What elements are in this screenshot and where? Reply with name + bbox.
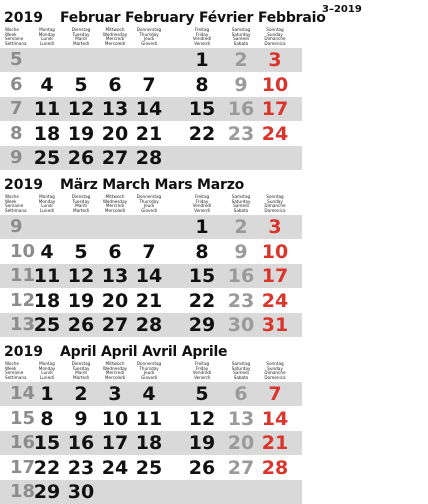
weekday-label-line: Friday — [195, 198, 209, 204]
day-cell: 18 — [33, 289, 61, 312]
weekday-label-line: Vendredi — [192, 203, 212, 209]
weekday-label — [64, 28, 98, 46]
week-row — [0, 122, 302, 146]
day-cell: 12 — [188, 407, 216, 430]
weekday-label-line: Venerdì — [194, 207, 210, 213]
weekday-label — [132, 362, 166, 380]
day-cell: 21 — [135, 122, 163, 145]
weekday-label — [98, 195, 132, 213]
weekday-label-line: Jeudi — [143, 36, 155, 42]
day-cell: 6 — [234, 383, 248, 405]
day-cell: 11 — [33, 98, 61, 120]
weekday-label-line: Martedì — [73, 40, 89, 46]
day-cell: 9 — [234, 73, 248, 96]
weekday-label-line: Wednesday — [102, 365, 128, 371]
day-cell: 26 — [67, 147, 95, 169]
weekday-label-line: Dimanche — [264, 36, 286, 42]
weekday-label-line: Montag — [39, 361, 55, 366]
year-label: 2019 — [4, 10, 43, 26]
day-cell: 8 — [195, 73, 209, 96]
day-cell: 12 — [67, 265, 95, 287]
day-cell: 15 — [188, 98, 216, 120]
weekday-label-line: Samstag — [231, 27, 251, 32]
weekday-label-line: Tuesday — [72, 198, 90, 204]
weekday-label-line: Domenica — [264, 207, 286, 213]
week-row — [0, 97, 302, 121]
day-cell: 26 — [188, 456, 216, 479]
weekday-label — [224, 362, 258, 380]
week-label-line: Woche — [5, 361, 19, 366]
day-cell: 2 — [234, 49, 248, 71]
week-label-line: Semaine — [5, 36, 24, 42]
week-row — [0, 431, 302, 455]
day-cell: 27 — [101, 147, 129, 169]
day-cell: 18 — [33, 122, 61, 145]
weekday-label-line: Jeudi — [143, 370, 155, 376]
week-label-line: Settimana — [5, 374, 27, 380]
day-cell: 13 — [101, 98, 129, 120]
month-title: April April Avril Aprile — [60, 344, 228, 360]
weekday-label-line: Mardi — [75, 203, 87, 209]
week-number: 12 — [10, 289, 36, 311]
weekday-label-line: Mardi — [75, 36, 87, 42]
weekday-label — [30, 362, 64, 380]
day-cell: 25 — [33, 314, 61, 336]
week-number: 10 — [10, 240, 36, 262]
day-cell: 19 — [67, 289, 95, 312]
weekday-label — [98, 362, 132, 380]
day-cell: 29 — [188, 314, 216, 336]
day-cell: 26 — [67, 314, 95, 336]
month-header — [0, 10, 326, 47]
day-cell: 16 — [227, 98, 255, 120]
weekday-label-line: Jeudi — [143, 203, 155, 209]
weekday-label-line: Sonntag — [266, 361, 284, 366]
weekday-label-line: Monday — [38, 31, 56, 37]
year-label: 2019 — [4, 344, 43, 360]
weekday-label-line: Vendredi — [192, 370, 212, 376]
day-cell: 28 — [261, 456, 289, 479]
day-cell: 21 — [135, 289, 163, 312]
day-cell: 20 — [227, 432, 255, 454]
day-cell: 7 — [142, 73, 156, 96]
day-cell: 28 — [135, 147, 163, 169]
weekday-label-line: Samstag — [231, 194, 251, 199]
weekday-label-line: Lundi — [41, 370, 53, 376]
weekday-label-line: Mercredi — [105, 370, 125, 376]
weekday-label-line: Mercoledì — [104, 40, 126, 46]
weekday-label-line: Mercoledì — [104, 207, 126, 213]
day-cell: 14 — [135, 98, 163, 120]
weekday-label-line: Giovedì — [141, 40, 157, 46]
day-cell: 6 — [108, 73, 122, 96]
week-label-line: Semaine — [5, 203, 24, 209]
week-row — [0, 480, 302, 504]
week-number: 9 — [10, 147, 23, 168]
day-cell: 23 — [227, 122, 255, 145]
weekday-label — [30, 28, 64, 46]
week-row — [0, 48, 302, 72]
weekday-label-line: Mittwoch — [105, 194, 125, 199]
week-number: 8 — [10, 122, 23, 144]
weekday-label — [185, 28, 219, 46]
weekday-label-line: Domenica — [264, 40, 286, 46]
day-cell: 6 — [108, 240, 122, 263]
week-label-line: Woche — [5, 27, 19, 32]
weekday-label — [224, 195, 258, 213]
day-cell: 11 — [33, 265, 61, 287]
day-cell: 25 — [135, 456, 163, 479]
day-cell: 1 — [40, 383, 54, 405]
weekday-label-line: Vendredi — [192, 36, 212, 42]
weekday-label-line: Mercoledì — [104, 374, 126, 380]
day-cell: 16 — [227, 265, 255, 287]
day-cell: 18 — [135, 432, 163, 454]
week-number: 5 — [10, 49, 23, 70]
day-cell: 4 — [142, 383, 156, 405]
day-cell: 8 — [195, 240, 209, 263]
weekday-label-line: Sonntag — [266, 27, 284, 32]
weekday-label — [64, 195, 98, 213]
weekday-label-line: Thursday — [139, 198, 159, 204]
weekday-label-line: Samstag — [231, 361, 251, 366]
weekday-label-line: Dienstag — [71, 361, 91, 366]
day-cell: 17 — [261, 98, 289, 120]
week-number: 7 — [10, 98, 23, 119]
day-cell: 1 — [195, 49, 209, 71]
weekday-label-line: Saturday — [231, 365, 251, 371]
day-cell: 24 — [261, 122, 289, 145]
day-cell: 1 — [195, 216, 209, 238]
day-cell: 2 — [74, 383, 88, 405]
day-cell: 23 — [67, 456, 95, 479]
weekday-label — [132, 28, 166, 46]
weekday-label-line: Giovedì — [141, 207, 157, 213]
weekday-label — [64, 362, 98, 380]
day-cell: 10 — [261, 240, 289, 263]
day-cell: 3 — [108, 383, 122, 405]
weekday-label-line: Martedì — [73, 207, 89, 213]
day-cell: 27 — [101, 314, 129, 336]
week-row — [0, 73, 302, 97]
weekday-label-line: Sabato — [233, 374, 249, 380]
week-number: 9 — [10, 216, 23, 237]
weekday-label-line: Dienstag — [71, 194, 91, 199]
week-row — [0, 215, 302, 239]
weekday-label — [185, 362, 219, 380]
weekday-label-line: Samedi — [233, 370, 249, 376]
day-cell: 9 — [234, 240, 248, 263]
day-cell: 17 — [261, 265, 289, 287]
weekday-label — [258, 195, 292, 213]
day-cell: 19 — [188, 432, 216, 454]
weekday-label — [185, 195, 219, 213]
week-number: 11 — [10, 265, 36, 286]
weekday-label — [98, 28, 132, 46]
week-number: 18 — [10, 481, 36, 502]
weekday-label-line: Sunday — [267, 365, 283, 371]
month-header — [0, 344, 302, 381]
weekday-label — [132, 195, 166, 213]
day-cell: 4 — [40, 240, 54, 263]
day-cell: 25 — [33, 147, 61, 169]
week-row — [0, 289, 302, 313]
week-number: 14 — [10, 383, 36, 404]
day-cell: 31 — [261, 314, 289, 336]
weekday-label-line: Sunday — [267, 31, 283, 37]
weekday-label-line: Dimanche — [264, 370, 286, 376]
week-row — [0, 264, 302, 288]
weekday-label-line: Freitag — [194, 194, 210, 199]
weekday-label-line: Dimanche — [264, 203, 286, 209]
weekday-label-line: Lunedì — [40, 207, 54, 213]
day-cell: 22 — [188, 122, 216, 145]
day-cell: 24 — [261, 289, 289, 312]
day-cell: 20 — [101, 122, 129, 145]
day-cell: 27 — [227, 456, 255, 479]
weekday-label-line: Tuesday — [72, 31, 90, 37]
day-cell: 3 — [268, 216, 282, 238]
weekday-label-line: Sunday — [267, 198, 283, 204]
day-cell: 5 — [74, 240, 88, 263]
month-title: März March Mars Marzo — [60, 177, 245, 193]
weekday-label-line: Montag — [39, 27, 55, 32]
weekday-label-line: Saturday — [231, 198, 251, 204]
day-cell: 11 — [135, 407, 163, 430]
day-cell: 23 — [227, 289, 255, 312]
week-row — [0, 146, 302, 170]
week-number: 13 — [10, 314, 36, 335]
day-cell: 24 — [101, 456, 129, 479]
day-cell: 16 — [67, 432, 95, 454]
day-cell: 7 — [142, 240, 156, 263]
weekday-label-line: Dienstag — [71, 27, 91, 32]
day-cell: 21 — [261, 432, 289, 454]
day-cell: 12 — [67, 98, 95, 120]
day-cell: 13 — [101, 265, 129, 287]
weekday-label-line: Mercredi — [105, 203, 125, 209]
weekday-label-line: Mardi — [75, 370, 87, 376]
day-cell: 5 — [74, 73, 88, 96]
year-label: 2019 — [4, 177, 43, 193]
week-number: 6 — [10, 73, 23, 95]
week-label-line: Week — [5, 365, 17, 371]
weekday-label-line: Monday — [38, 198, 56, 204]
day-cell: 14 — [135, 265, 163, 287]
weekday-label-line: Donnerstag — [136, 194, 162, 199]
day-cell: 22 — [33, 456, 61, 479]
weekday-label-line: Donnerstag — [136, 361, 162, 366]
week-row — [0, 407, 302, 431]
weekday-label-line: Sabato — [233, 40, 249, 46]
day-cell: 13 — [227, 407, 255, 430]
week-row — [0, 382, 302, 406]
weekday-label-line: Giovedì — [141, 374, 157, 380]
weekday-label-line: Wednesday — [102, 198, 128, 204]
weekday-label — [30, 195, 64, 213]
week-number: 16 — [10, 432, 36, 453]
day-cell: 17 — [101, 432, 129, 454]
month-header — [0, 177, 302, 214]
weekday-label-line: Mittwoch — [105, 27, 125, 32]
weekday-label-line: Lunedì — [40, 374, 54, 380]
weekday-label-line: Donnerstag — [136, 27, 162, 32]
day-cell: 5 — [195, 383, 209, 405]
day-cell: 30 — [67, 481, 95, 503]
weekday-label-line: Mittwoch — [105, 361, 125, 366]
weekday-label-line: Wednesday — [102, 31, 128, 37]
weekday-label-line: Lunedì — [40, 40, 54, 46]
weekday-label-line: Domenica — [264, 374, 286, 380]
day-cell: 19 — [67, 122, 95, 145]
week-row — [0, 240, 302, 264]
weekday-label-line: Venerdì — [194, 40, 210, 46]
weekday-label-line: Freitag — [194, 27, 210, 32]
weekday-label — [258, 28, 292, 46]
day-cell: 8 — [40, 407, 54, 430]
week-label-line: Week — [5, 31, 17, 37]
strip-title: 3–2019 — [322, 4, 362, 15]
weekday-label-line: Mercredi — [105, 36, 125, 42]
week-label-line: Semaine — [5, 370, 24, 376]
weekday-label-line: Samedi — [233, 36, 249, 42]
weekday-label-line: Martedì — [73, 374, 89, 380]
weekday-label-line: Lundi — [41, 36, 53, 42]
day-cell: 2 — [234, 216, 248, 238]
weekday-label-line: Montag — [39, 194, 55, 199]
day-cell: 20 — [101, 289, 129, 312]
week-label-line: Settimana — [5, 40, 27, 46]
day-cell: 14 — [261, 407, 289, 430]
day-cell: 28 — [135, 314, 163, 336]
day-cell: 15 — [33, 432, 61, 454]
weekday-label-line: Monday — [38, 365, 56, 371]
week-label-line: Settimana — [5, 207, 27, 213]
day-cell: 15 — [188, 265, 216, 287]
weekday-label-line: Sabato — [233, 207, 249, 213]
day-cell: 10 — [101, 407, 129, 430]
day-cell: 22 — [188, 289, 216, 312]
weekday-label-line: Thursday — [139, 31, 159, 37]
day-cell: 30 — [227, 314, 255, 336]
weekday-label-line: Tuesday — [72, 365, 90, 371]
weekday-label-line: Thursday — [139, 365, 159, 371]
day-cell: 10 — [261, 73, 289, 96]
day-cell: 29 — [33, 481, 61, 503]
weekday-label-line: Venerdì — [194, 374, 210, 380]
weekday-label-line: Friday — [195, 31, 209, 37]
week-label-line: Week — [5, 198, 17, 204]
day-cell: 7 — [268, 383, 282, 405]
day-cell: 9 — [74, 407, 88, 430]
weekday-label-line: Saturday — [231, 31, 251, 37]
weekday-label-line: Freitag — [194, 361, 210, 366]
weekday-label-line: Lundi — [41, 203, 53, 209]
weekday-label-line: Friday — [195, 365, 209, 371]
week-number: 17 — [10, 456, 36, 478]
date-strip — [316, 0, 428, 500]
day-cell: 3 — [268, 49, 282, 71]
weekday-label — [224, 28, 258, 46]
weekday-label-line: Samedi — [233, 203, 249, 209]
weekday-label-line: Sonntag — [266, 194, 284, 199]
week-number: 15 — [10, 407, 36, 429]
week-label-line: Woche — [5, 194, 19, 199]
weekday-label — [258, 362, 292, 380]
week-row — [0, 456, 302, 480]
day-cell: 4 — [40, 73, 54, 96]
week-row — [0, 313, 302, 337]
month-title: Februar February Février Febbraio — [60, 10, 326, 26]
